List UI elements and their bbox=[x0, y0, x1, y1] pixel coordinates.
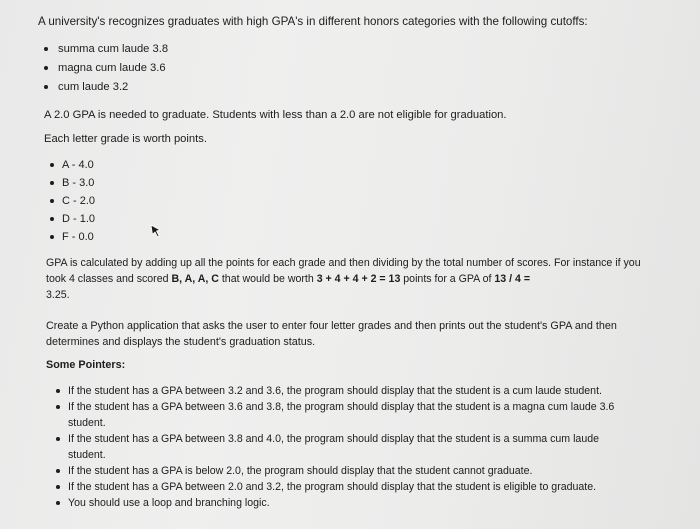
grade-point-a: A - 4.0 bbox=[50, 156, 95, 174]
honors-cutoffs-list bbox=[44, 40, 168, 97]
points-intro-text: Each letter grade is worth points. bbox=[44, 133, 207, 145]
task-paragraph: Create a Python application that asks the user to enter four letter grades and then prints out the student's GPA and then determines and displays the student's graduation status. bbox=[46, 320, 617, 348]
cutoff-cum: cum laude 3.2 bbox=[44, 78, 168, 97]
intro-text: A university's recognizes graduates with high GPA's in different honors categories with the following cutoffs: bbox=[38, 15, 588, 28]
grade-points-list bbox=[50, 156, 95, 246]
grade-point-b: B - 3.0 bbox=[50, 174, 95, 192]
calculation-text-3: points for a GPA of bbox=[400, 273, 495, 285]
example-gpa: 13 / 4 = bbox=[494, 273, 531, 285]
pointers-heading: Some Pointers: bbox=[46, 359, 126, 371]
cutoff-magna: magna cum laude 3.6 bbox=[44, 59, 168, 78]
pointer-cannot-graduate: If the student has a GPA is below 2.0, the program should display that the student cannot graduate. bbox=[56, 463, 656, 479]
graduation-requirement-text: A 2.0 GPA is needed to graduate. Students with less than a 2.0 are not eligible for graduation. bbox=[44, 109, 507, 121]
pointers-list bbox=[56, 383, 656, 511]
pointer-magna-cum-laude: If the student has a GPA between 3.6 and 3.8, the program should display that the student is a magna cum laude 3.6 student. bbox=[56, 399, 623, 431]
pointer-loop-branching: You should use a loop and branching logic. bbox=[56, 495, 656, 511]
grade-point-f: F - 0.0 bbox=[50, 228, 95, 246]
pointer-cum-laude: If the student has a GPA between 3.2 and 3.6, the program should display that the student is a cum laude student. bbox=[56, 383, 656, 399]
grade-point-d: D - 1.0 bbox=[50, 210, 95, 228]
cutoff-summa: summa cum laude 3.8 bbox=[44, 40, 168, 59]
example-sum: 3 + 4 + 4 + 2 = 13 bbox=[316, 273, 401, 285]
pointer-summa-cum-laude: If the student has a GPA between 3.8 and 4.0, the program should display that the student is a summa cum laude student. bbox=[56, 431, 623, 463]
calculation-text-4: 3.25. bbox=[46, 289, 70, 301]
pointer-eligible-graduate: If the student has a GPA between 2.0 and 3.2, the program should display that the student is eligible to graduate. bbox=[56, 479, 656, 495]
grade-point-c: C - 2.0 bbox=[50, 192, 95, 210]
example-grades: B, A, A, C bbox=[171, 273, 219, 285]
gpa-calculation-paragraph bbox=[46, 255, 646, 303]
calculation-text-2: that would be worth bbox=[218, 273, 317, 285]
mouse-pointer-icon bbox=[150, 224, 162, 238]
calculation-text-1: GPA is calculated by adding up all the points for each grade and then dividing by the total number of scores. For instance if you took 4 classes and scored bbox=[46, 257, 641, 285]
